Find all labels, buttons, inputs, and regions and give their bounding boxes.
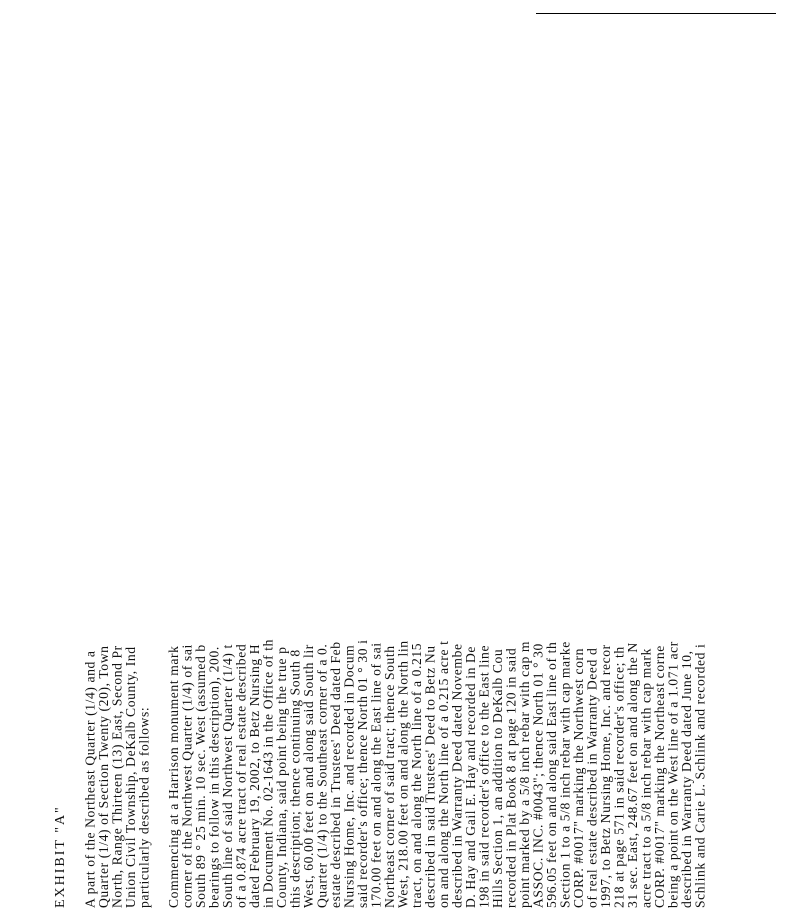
text-line: North, Range Thirteen (13) East, Second Pr xyxy=(109,645,125,908)
text-line: described in said Trustees' Deed to Betz Nu xyxy=(422,645,438,908)
text-line: West, 218.00 feet on and along the North lin xyxy=(395,640,411,908)
paragraph-description xyxy=(84,248,152,908)
text-line: West, 60.00 feet on and along said South lir xyxy=(301,644,316,908)
text-line: of real estate described in Warranty Deed d xyxy=(584,647,600,908)
text-line: 170.00 feet on and along the East line of sai xyxy=(368,642,384,908)
text-line: tract, on and along the North line of a 0.215 xyxy=(409,642,424,908)
text-line: CORP. #0017" marking the Northeast corne xyxy=(652,645,667,908)
text-line: bearings to follow in this description), 200. xyxy=(206,646,222,908)
text-line: Nursing Home, Inc. and recorded in Docum xyxy=(341,644,357,908)
text-line: acre tract to a 5/8 inch rebar with cap mark xyxy=(638,647,654,908)
paragraph-commencing xyxy=(167,248,707,908)
text-line: 1997, to Betz Nursing Home, Inc. and recor xyxy=(598,644,613,908)
text-line: 198 in said recorder's office to the East line xyxy=(476,644,492,908)
text-line: said recorder's office; thence North 01 ° 30 i xyxy=(355,639,370,908)
text-line: Northeast corner of said tract; thence South xyxy=(382,645,397,908)
text-line: Union Civil Township, DeKalb County, Ind xyxy=(123,646,138,908)
text-line: described in Warranty Deed dated Novembe xyxy=(449,643,465,908)
text-line: corner of the Northwest Quarter (1/4) of sai xyxy=(179,644,195,908)
text-line: South line of said Northwest Quarter (1/4) t xyxy=(220,644,235,908)
text-line: 596.05 feet on and along said East line of th xyxy=(544,641,559,908)
text-line: Quarter (1/4) of Section Twenty (20), Town xyxy=(96,645,111,908)
top-rule xyxy=(536,13,776,14)
text-line: point marked by a 5/8 inch rebar with cap m xyxy=(517,640,532,908)
text-line: dated February 19, 2002, to Betz Nursing H xyxy=(247,643,262,908)
text-line: described in Warranty Deed dated June 10, xyxy=(679,650,694,908)
text-line: Hills Section 1, an addition to DeKalb Cou xyxy=(490,648,505,908)
text-line: 218 at page 571 in said recorder's office; th xyxy=(611,646,627,908)
text-line: ASSOC. INC. #0043"; thence North 01 ° 30 xyxy=(530,643,546,908)
text-line: this description; thence continuing South 8 xyxy=(287,649,303,908)
text-line: of a 0.874 acre tract of real estate described xyxy=(233,643,249,908)
text-line: D. Hay and Gail E. Hay and recorded in De xyxy=(463,645,478,908)
text-line: 31 sec. East, 248.67 feet on and along the N xyxy=(625,642,640,908)
text-line: particularly described as follows: xyxy=(136,706,152,908)
text-line: Schlink and Carie L. Schlink and recorded i xyxy=(692,643,708,908)
text-line: in Document No. 02-1643 in the Office of th xyxy=(260,638,276,908)
text-line: estate described in Trustees' Deed dated Feb xyxy=(328,641,343,908)
text-line: South 89 ° 25 min. 10 sec. West (assumed b xyxy=(193,644,208,908)
exhibit-title: EXHIBIT "A" xyxy=(53,805,68,908)
text-line: being a point on the West line of a 1.071 acr xyxy=(665,641,681,908)
text-line: CORP. #0017" marking the Northwest corn xyxy=(571,647,586,908)
text-line: Section 1 to a 5/8 inch rebar with cap marke xyxy=(557,641,573,908)
text-line: County, Indiana, said point being the true p xyxy=(274,646,289,908)
text-line: Quarter (1/4) to the Southeast corner of a 0. xyxy=(314,643,330,908)
text-line: on and along the North line of a 0.215 acre t xyxy=(436,640,451,908)
rotated-document-text xyxy=(53,248,708,908)
paragraph-gap xyxy=(151,248,167,908)
text-line: A part of the Northeast Quarter (1/4) and a xyxy=(82,650,98,908)
text-line: Commencing at a Harrison monument mark xyxy=(166,645,181,908)
text-line: recorded in Plat Book 8 at page 120 in said xyxy=(503,647,519,908)
